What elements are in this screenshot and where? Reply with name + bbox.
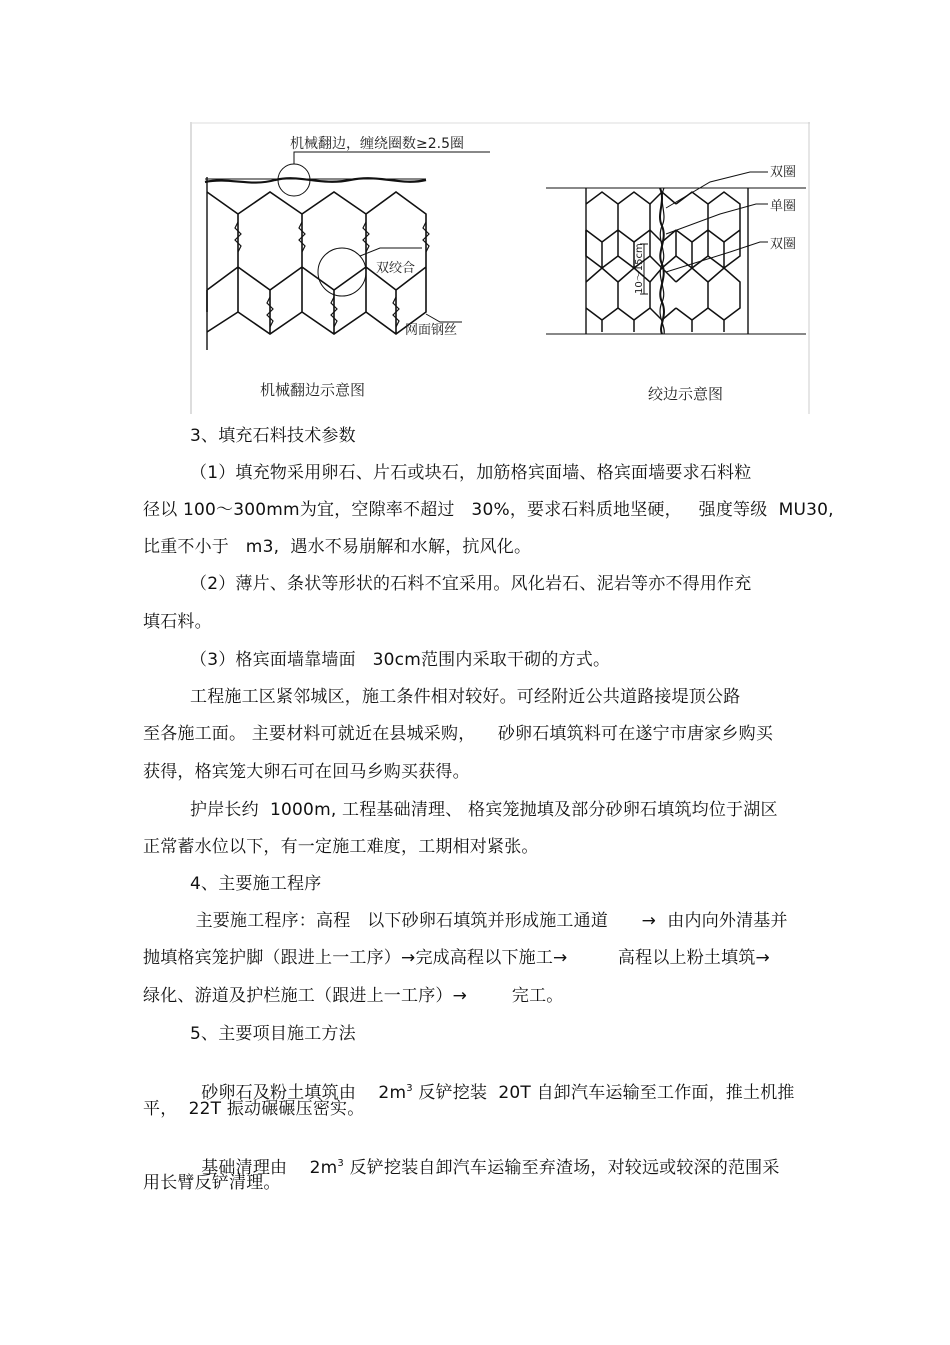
paragraph-5-line-2: 正常蓄水位以下，有一定施工难度，工期相对紧张。 [143,837,539,857]
callout-mesh-wire: 网面钢丝 [405,323,458,338]
paragraph-1-line-2: 径以 100～300mm为宜，空隙率不超过 30%，要求石料质地坚硬， 强度等级 MU30, [143,500,834,520]
mechanical-edge-diagram [205,152,490,350]
section-3-heading: 3、填充石料技术参数 [190,426,356,446]
paragraph-8-text-a: 基础清理由 2m [201,1158,338,1178]
paragraph-8-line-2: 用长臂反铲清理。 [143,1173,281,1193]
paragraph-6-line-1: 主要施工程序：高程 以下砂卵石填筑并形成施工通道 → 由内向外清基并 [190,911,788,931]
paragraph-2-line-1: （2）薄片、条状等形状的石料不宜采用。风化岩石、泥岩等亦不得用作充 [190,574,752,594]
gabion-edge-diagrams [190,122,810,414]
section-5-heading: 5、主要项目施工方法 [190,1024,356,1044]
label-double-loop-top: 双圈 [770,165,797,180]
label-single-loop: 单圈 [770,199,797,214]
twisted-edge-diagram [546,172,806,334]
superscript-3: 3 [406,1083,413,1094]
paragraph-8-text-b: 反铲挖装自卸汽车运输至弃渣场，对较远或较深的范围采 [343,1158,780,1178]
diagram-svg [190,122,810,414]
paragraph-1-line-3: 比重不小于 m3, 遇水不易崩解和水解，抗风化。 [143,537,532,557]
paragraph-7-text-b: 反铲挖装 20T 自卸汽车运输至工作面，推土机推 [412,1083,795,1103]
caption-mechanical-edge: 机械翻边示意图 [260,381,366,399]
paragraph-2-line-2: 填石料。 [143,612,212,632]
paragraph-4-line-2: 至各施工面。 主要材料可就近在县城采购， 砂卵石填筑料可在遂宁市唐家乡购买 [143,724,774,744]
paragraph-6-line-3: 绿化、游道及护栏施工（跟进上一工序）→ 完工。 [143,986,564,1006]
callout-double-twist: 双绞合 [376,261,416,276]
paragraph-5-line-1: 护岸长约 1000m, 工程基础清理、 格宾笼抛填及部分砂卵石填筑均位于湖区 [190,800,778,820]
paragraph-3-line-1: （3）格宾面墙靠墙面 30cm范围内采取干砌的方式。 [190,650,611,670]
dimension-label: 10～15cm [634,243,645,294]
paragraph-7-text-a: 砂卵石及粉土填筑由 2m [201,1083,407,1103]
paragraph-4-line-3: 获得，格宾笼大卵石可在回马乡购买获得。 [143,762,470,782]
section-4-heading: 4、主要施工程序 [190,874,322,894]
paragraph-6-line-2: 抛填格宾笼护脚（跟进上一工序）→完成高程以下施工→ 高程以上粉土填筑→ [143,948,770,968]
superscript-3: 3 [337,1158,344,1169]
callout-mechanical-fold: 机械翻边，缠绕圈数≥2.5圈 [290,136,464,152]
paragraph-4-line-1: 工程施工区紧邻城区，施工条件相对较好。可经附近公共道路接堤顶公路 [190,687,741,707]
paragraph-7-line-2: 平， 22T 振动碾碾压密实。 [143,1099,365,1119]
paragraph-1-line-1: （1）填充物采用卵石、片石或块石，加筋格宾面墙、格宾面墙要求石料粒 [190,463,752,483]
caption-twisted-edge: 绞边示意图 [648,385,724,403]
label-double-loop-bottom: 双圈 [770,237,797,252]
